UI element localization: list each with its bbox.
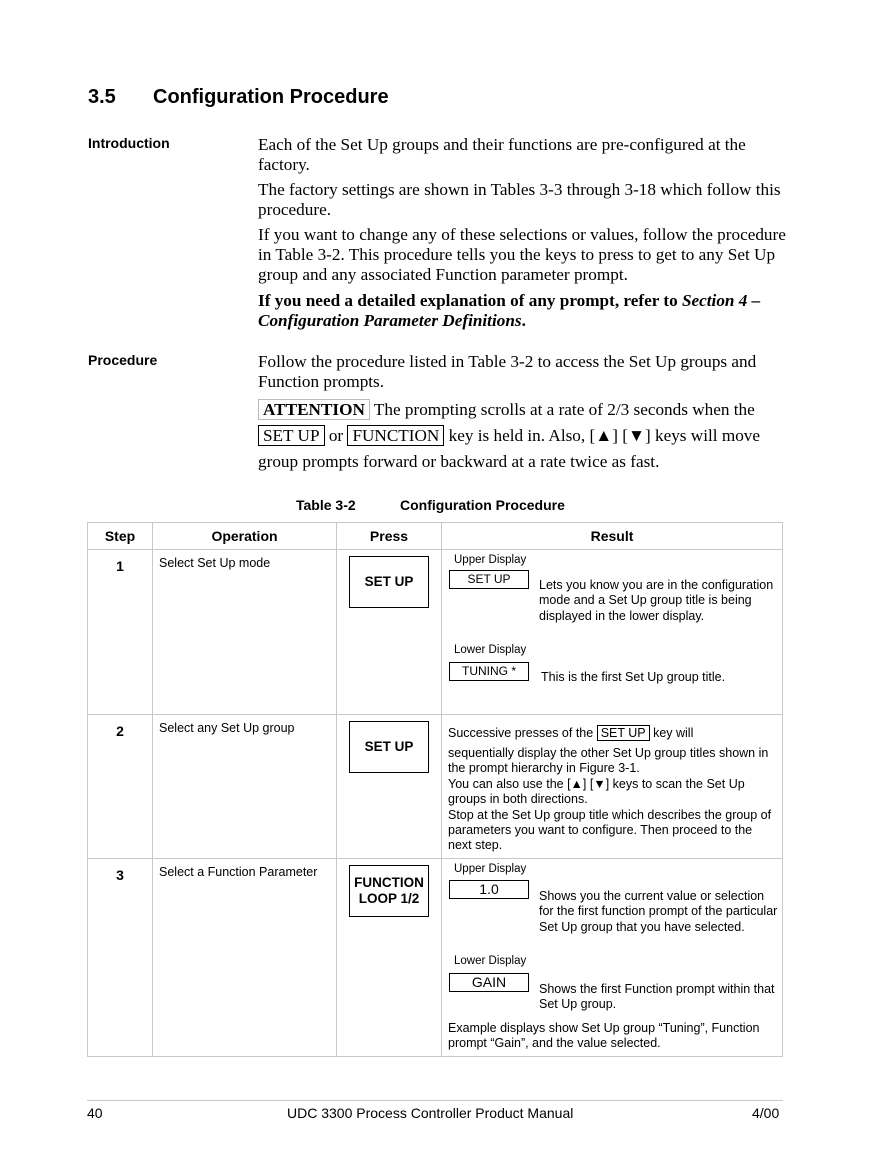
setup-key: [349, 721, 429, 773]
intro-reference-text: If you need a detailed explanation of any prompt, refer to: [258, 291, 682, 310]
result-text-a: Successive presses of the: [448, 726, 597, 740]
table-row: [88, 859, 783, 1057]
or-text: or: [324, 426, 348, 445]
function-key-label: FUNCTION: [347, 425, 444, 446]
result-description: [448, 746, 778, 854]
intro-paragraph-4: [258, 291, 788, 331]
intro-paragraph-3: If you want to change any of these selections or values, follow the procedure in Table 3-2. This procedure tells you the keys to press to get to any Set Up group and any associated Function parameter prompt.: [258, 225, 786, 284]
attention-text-2: key is held in. Also, [▲] [▼] keys will move: [444, 426, 761, 445]
table-header-row: [88, 523, 783, 550]
attention-line-3: group prompts forward or backward at a rate twice as fast.: [258, 452, 660, 471]
introduction-label: Introduction: [88, 135, 170, 151]
section-heading: [88, 86, 389, 109]
configuration-procedure-table: [87, 522, 783, 1057]
table-row: [88, 550, 783, 715]
loop-key-text: LOOP 1/2: [358, 891, 420, 906]
footer-divider: [87, 1100, 783, 1101]
lower-display-label: Lower Display: [454, 955, 527, 967]
intro-period: .: [521, 311, 526, 330]
footer-date: 4/00: [752, 1105, 780, 1121]
upper-display-description: Lets you know you are in the configuration mode and a Set Up group title is being displayed in the lower display.: [539, 578, 774, 623]
step-number: 2: [88, 715, 153, 859]
intro-paragraph-1: Each of the Set Up groups and their functions are pre-configured at the factory.: [258, 135, 746, 174]
operation-text: Select any Set Up group: [153, 715, 337, 859]
procedure-label: Procedure: [88, 352, 158, 368]
result-cell: [442, 715, 783, 859]
introduction-body: [258, 135, 788, 336]
section-number: 3.5: [88, 86, 116, 108]
procedure-paragraph-1: Follow the procedure listed in Table 3-2 to access the Set Up groups and Function prompts.: [258, 352, 757, 391]
lower-display-value: GAIN: [449, 973, 529, 992]
result-text-e: Stop at the Set Up group title which describes the group of parameters you want to configure. Then proceed to the next step.: [448, 807, 772, 853]
section-title: Configuration Procedure: [153, 86, 389, 108]
header-step: Step: [88, 523, 153, 550]
result-text-d: You can also use the [▲] [▼] keys to scan the Set Up groups in both directions.: [448, 776, 745, 807]
example-note: Example displays show Set Up group “Tuning”, Function prompt “Gain”, and the value selected.: [448, 1021, 760, 1051]
setup-inline-key: SET UP: [597, 725, 650, 741]
result-text-c: sequentially display the other Set Up group titles shown in the prompt hierarchy in Figure 3-1.: [448, 746, 769, 776]
lower-display-description: Shows the first Function prompt within that Set Up group.: [539, 982, 775, 1012]
setup-key-text: SET UP: [364, 739, 414, 754]
result-text-b: key will: [649, 726, 694, 740]
header-operation: Operation: [153, 523, 337, 550]
function-key-text: FUNCTION: [354, 875, 424, 890]
header-result: Result: [442, 523, 783, 550]
setup-key-text: SET UP: [364, 574, 414, 589]
section-4-reference: Section 4 – Configuration Parameter Definitions: [258, 291, 761, 330]
result-cell: [442, 859, 783, 1057]
attention-text-1: The prompting scrolls at a rate of 2/3 seconds when the: [369, 400, 755, 419]
attention-badge: ATTENTION: [258, 399, 370, 420]
result-cell: [442, 550, 783, 715]
upper-display-description: Shows you the current value or selection for the first function prompt of the particular Set Up group that you have selected.: [539, 889, 778, 934]
procedure-body: [258, 352, 788, 475]
header-press: Press: [337, 523, 442, 550]
operation-text: Select a Function Parameter: [153, 859, 337, 1057]
table-caption: [296, 497, 565, 513]
step-number: 3: [88, 859, 153, 1057]
table-row: [88, 715, 783, 859]
attention-line-1: [258, 397, 788, 423]
page-number: 40: [87, 1105, 103, 1121]
footer-title: UDC 3300 Process Controller Product Manual: [287, 1105, 574, 1121]
attention-line-2: [258, 423, 788, 449]
upper-display-label: Upper Display: [454, 863, 527, 875]
press-cell: [337, 550, 442, 715]
upper-display-value: SET UP: [449, 570, 529, 589]
step-number: 1: [88, 550, 153, 715]
operation-text: Select Set Up mode: [153, 550, 337, 715]
press-cell: [337, 715, 442, 859]
setup-key-label: SET UP: [258, 425, 325, 446]
upper-display-label: Upper Display: [454, 554, 527, 566]
lower-display-value: TUNING *: [449, 662, 529, 681]
table-number: Table 3-2: [296, 497, 356, 513]
upper-display-value: 1.0: [449, 880, 529, 899]
lower-display-description: This is the first Set Up group title.: [541, 670, 726, 684]
setup-key: [349, 556, 429, 608]
intro-paragraph-2: The factory settings are shown in Tables 3-3 through 3-18 which follow this procedure.: [258, 180, 781, 219]
press-cell: [337, 859, 442, 1057]
function-loop-key: [349, 865, 429, 917]
lower-display-label: Lower Display: [454, 644, 527, 656]
result-intro: [448, 725, 778, 741]
table-title: Configuration Procedure: [400, 497, 565, 513]
